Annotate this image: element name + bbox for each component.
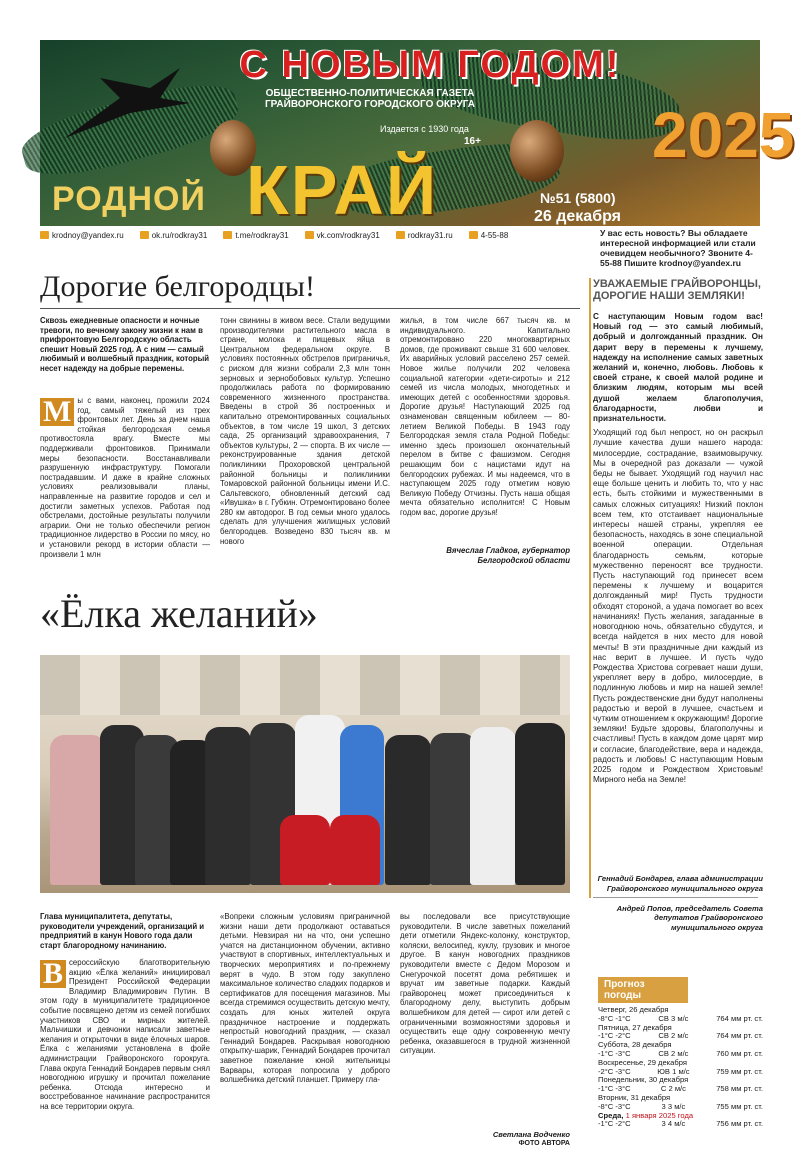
article1-column-1: М ы с вами, наконец, прожили 2024 год, самый тяжелый из трех фронтовых лет. День за днем наша стойкая белгородская семья противостояла врагу. Вместе мы поддерживали фронтовиков. Принимали меры безопасности. Восстанавливали разрушенную инфраструктуру. Помогали пострадавшим. И даже в крайне сложных условиях реализовывали планы, направленные на развитие городов и сел и достигли заметных успехов. Работая под обстрелами, достойные результаты получили аграрии. Они не только обеспечили регион традиционное лидерство в России по мясу, но и установили рекорд в истории области — произвели 1 млн: [40, 395, 210, 559]
article2-lead: Глава муниципалитета, депутаты, руководители учреждений, организаций и предприятий в канун Нового года дали старт благородному начинанию.: [40, 912, 205, 950]
contact-ok[interactable]: ok.ru/rodkray31: [140, 231, 208, 240]
bird-logo-icon: [60, 58, 200, 153]
article2-column-1: В сероссийскую благотворительную акцию «Ёлка желаний» инициировал Президент Российской Федерации Владимир Владимирович Путин. В этом году в муниципалитете традиционное событие посвящено детям из семей погибших участников СВО и мирных жителей. Мальчишки и девчонки написали заветные желания и открыточки в виде ёлочных шаров. Ёлка с желаниями установлена в фойе администрации Грайворонского горокруга. Глава округа Геннадий Бондарев первым снял новогоднюю игрушку и прочитал пожелание ребенка. Отсюда интересно и восстребованное начинание распространится на все территории округа.: [40, 957, 210, 1111]
weather-row: Четверг, 26 декабря -8°С -1°С СВ 3 м/с 764 мм рт. ст.: [598, 1005, 763, 1023]
article2-column-2: «Вопреки сложным условиям приграничной жизни наши дети продолжают оставаться детьми. Невзирая ни на что, они успешно учатся на дистанционном обучении, активно участвуют в спортивных, интеллектуальных и творческих мероприятиях и по-прежнему верят в чудо. В этом году закуплено максимальное количество сладких подарков и сертификатов для посещения магазинов. Мы всегда стремимся осуществить детскую мечту, создать для юных жителей округа праздничное настроение и поддержать непростый новогодний праздник, — сказал Геннадий Бондарев. Раскрывая новогоднюю открытку-шарик, Геннадий Бондарев прочитал заветное пожелание юной жительницы Варвары, которая попросила у доброго волшебника детский планшет. Примеру гла-: [220, 912, 390, 1085]
contacts-bar: [40, 228, 595, 242]
contact-website[interactable]: rodkray31.ru: [396, 231, 453, 240]
issue-date: 26 декабря 2024 г.: [534, 208, 621, 242]
sidebar-signature-1: Геннадий Бондарев, глава администрации Грайворонского муниципального округа: [597, 874, 763, 893]
sidebar-body-intro: С наступающим Новым годом вас! Новый год — это самый любимый, добрый и долгожданный праздник. Он дарит веру в перемены к лучшему, надежду на исполнение самых заветных желаний и, конечно, любовь. Любовь к своей стране, к своей малой родине и близким людям, которым мы всей душой желаем благополучия, благодарности, любви и признательности.: [593, 312, 763, 424]
contact-phone[interactable]: 4-55-88: [469, 231, 509, 240]
year-number: 2025: [652, 99, 795, 171]
title-rodnoy: РОДНОЙ: [52, 180, 206, 218]
sidebar-title: УВАЖАЕМЫЕ ГРАЙВОРОНЦЫ, ДОРОГИЕ НАШИ ЗЕМЛЯКИ!: [593, 278, 761, 302]
ok-icon: [140, 231, 149, 239]
article2-headline: «Ёлка желаний»: [40, 591, 318, 636]
article1-column-3: жилья, в том числе 667 тысяч кв. м индивидуального. Капитально отремонтировано 220 многоквартирных домов, где проживают свыше 31 600 человек. Их аварийных условий расселено 257 семей. Новое жилье получили 202 человека социальной категории «дети-сироты» и 212 семей из числа молодых, многодетных и имеющих детей с особенностями здоровья. Дорогие друзья! Наступающий 2025 год ознаменован священным юбилеем — 80-летием Великой Победы. В 1943 году Белгородская земля стала Родной Победы: именно здесь произошел окончательный перелом в битве с фашизмом. Сегодня решающим бои с нацистами идут на белгородских рубежах. И мы надеемся, что в наступающем 2025 году отметим новую Великую Победу Отчизны. Пусть наша общая мечта обязательно исполнится! С Новым годом вас, дорогие друзья!: [400, 316, 570, 517]
sidebar-signature-2: Андрей Попов, председатель Совета депутатов Грайворонского муниципального округа: [616, 904, 763, 932]
article1-column-2: тонн свинины в живом весе. Стали ведущими производителями растительного масла в стране, молока и пищевых яйца в Центральном федеральном округе. В условиях постоянных обстрелов приграничья, с риском для жизни собрали 2,3 млн тонн зерновых и зернобобовых культур. Успешно продолжилась работа по формированию современного жизненного пространства. Введены в строй 36 построенных и капитально отремонтированных социальных объектов, в том числе 19 школ, 3 детских сада, 25 организаций здравоохранения, 7 объектов культуры, 2 — спорта. В их числе — реконструированные здания детской поликлиники Прохоровской центральной районной больницы и поликлиники Томаровской районной больницы имени И.С. Сальтевского, обновленный детский сад «Ивушка» в г. Губкин. Отремонтировано более 280 км автодорог. В год семьи много удалось сделать для улучшения жилищных условий белгородцев. Возведено 830 тысяч кв. м нового: [220, 316, 390, 546]
greeting-sidebar: [593, 278, 763, 932]
weather-row: Понедельник, 30 декабря -1°С -3°С С 2 м/с 758 мм рт. ст.: [598, 1075, 763, 1094]
telegram-icon: [223, 231, 232, 239]
dropcap: М: [40, 398, 74, 426]
phone-icon: [469, 231, 478, 239]
contact-telegram[interactable]: t.me/rodkray31: [223, 231, 288, 240]
group-photo: [40, 655, 570, 893]
new-year-greeting: С НОВЫМ ГОДОМ!: [239, 44, 621, 86]
article2-column-3: вы последовали все присутствующие руководители. В числе заветных пожеланий дети отметили Яндекс-колонку, конструктор, коляски, велосипед, куклу, грузовик и многое другое. В канун новогодних праздников руководители вместе с Дедом Морозом и Снегурочкой посетят дома ребятишек и вручат им заветные подарки. Каждый грайворонец может присоединиться к благородному делу, выступить добрым волшебником для детей — сирот или детей с ограниченными возможностями здоровья и осуществить еще одну сокровенную мечту ребенка, оказавшегося в трудной жизненной ситуации.: [400, 912, 570, 1056]
web-icon: [396, 231, 405, 239]
article2-byline: Светлана Водченко ФОТО АВТОРА: [492, 1130, 570, 1147]
issue-number: №51 (5800): [540, 190, 616, 206]
age-rating: 16+: [464, 136, 481, 147]
news-tip-promo: У вас есть новость? Вы обладаете интересной информацией или стали очевидцем необычного? Звоните 4-55-88 Пишите krodnoy@yandex.ru: [600, 228, 756, 268]
pinecone-icon: [510, 120, 564, 182]
weather-forecast: [598, 977, 763, 1129]
weather-row: Вторник, 31 декабря -8°С -3°С 3 3 м/с 755 мм рт. ст.: [598, 1092, 763, 1111]
title-kray: КРАЙ: [246, 151, 439, 229]
weather-title: Прогноз погоды: [598, 977, 688, 1003]
founded-text: Издается с 1930 года: [380, 124, 469, 134]
contact-vk[interactable]: vk.com/rodkray31: [305, 231, 380, 240]
vk-icon: [305, 231, 314, 239]
weather-row: Среда, 1 января 2025 года -1°С -2°С 3 4 м/с 756 мм рт. ст.: [598, 1110, 763, 1129]
contact-email[interactable]: krodnoy@yandex.ru: [40, 231, 124, 240]
weather-row: Пятница, 27 декабря -1°С -2°С СВ 2 м/с 764 мм рт. ст.: [598, 1022, 763, 1041]
newspaper-subtitle: ОБЩЕСТВЕННО-ПОЛИТИЧЕСКАЯ ГАЗЕТА ГРАЙВОРОНСКОГО ГОРОДСКОГО ОКРУГА: [264, 88, 476, 110]
article1-lead: Сквозь ежедневные опасности и ночные тревоги, по вечному закону жизни к нам в прифронтовую Белгородскую область спешит Новый 2025 год. А с ним — самый любимый и волшебный праздник, который несет надежду на добрые перемены.: [40, 316, 210, 373]
article1-headline: Дорогие белгородцы!: [40, 270, 315, 303]
article1-signature: Вячеслав Гладков, губернатор Белгородской области: [446, 546, 570, 565]
dropcap: В: [40, 960, 66, 988]
sidebar-body: Уходящий год был непрост, но он раскрыл лучшие качества души нашего народа: милосердие, сострадание, взаимовыручку. Мы в очередной раз доказали — чужой беды не бывает. Уходящий год научил нас еще больше ценить и любить то, что у нас есть, быть стойкими и мужественными в самых сложных ситуациях! Низкий поклон всем тем, кто отстаивает национальные интересы нашей страны, укрепляя ее безопасность, находясь в зоне специальной военной операции. Отдельная благодарность семьям, которые мужественно переносят все трудности. Пусть наступающий год принесет всем перемены к лучшему и воцарится долгожданный мир! Пусть трудности обходят стороной, а удача помогает во всех начинаниях! Пусть желания, загаданные в новогоднюю ночь, обязательно сбудутся, и всегда найдется в них место для новой мечты! В эти праздничные дни каждый из нас верит в лучшее. И пусть чудо Рождества Христова согревает наши души, укрепляет веру в добро, милосердие, в подлинную любовь и мир на нашей земле! Пусть рождественские дни будут наполнены радостью и верой в лучшее, счастьем и чутким отношением к окружающим! Дорогие земляки! Будьте здоровы, благополучны и счастливы! Пусть в каждом доме царят мир и согласие, благодействие, вера и надежда, радость и любовь! С наступающим Новым 2025 годом и Рождеством Христовым! Мирного неба на Земле!: [593, 428, 763, 785]
weather-row: Суббота, 28 декабря -1°С -3°С СВ 2 м/с 760 мм рт. ст.: [598, 1040, 763, 1058]
weather-row: Воскресенье, 29 декабря -2°С -3°С ЮВ 1 м/с 759 мм рт. ст.: [598, 1057, 763, 1076]
mail-icon: [40, 231, 49, 239]
